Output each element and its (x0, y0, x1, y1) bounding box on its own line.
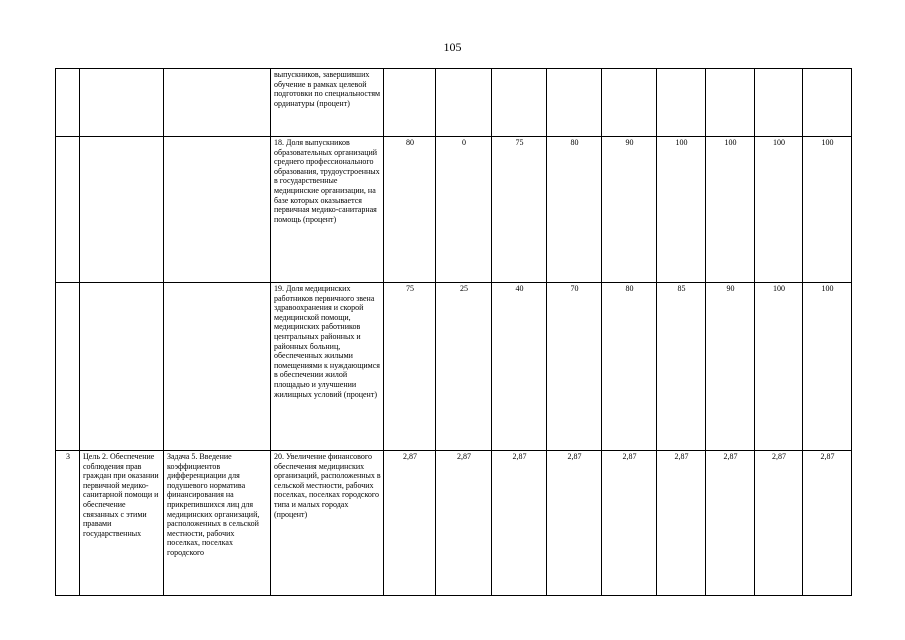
value-cell (755, 69, 803, 137)
value-cell: 100 (755, 137, 803, 283)
value-cell (706, 69, 755, 137)
value-cell: 2,87 (492, 451, 547, 596)
goal-cell (80, 69, 164, 137)
value-cell: 80 (547, 137, 602, 283)
value-cell: 0 (436, 137, 492, 283)
value-cell: 40 (492, 283, 547, 451)
value-cell: 90 (706, 283, 755, 451)
table-row (56, 283, 852, 451)
value-cell: 2,87 (384, 451, 436, 596)
value-cell (602, 69, 657, 137)
value-cell: 2,87 (436, 451, 492, 596)
value-cell: 2,87 (547, 451, 602, 596)
indicator-cell: 19. Доля медицинских работников первичного звена здравоохранения и скорой медицинской помощи, медицинских работников центральных районных и районных больниц, обеспеченных жилыми помещениями к нуждающимся в обеспечении жилой площадью и улучшении жилищных условий (процент) (271, 283, 384, 451)
goal-cell: Цель 2. Обеспечение соблюдения прав граждан при оказании первичной медико-санитарной помощи и обеспечение связанных с этими правами государственных (80, 451, 164, 596)
row-number-cell (56, 69, 80, 137)
value-cell (384, 69, 436, 137)
value-cell: 100 (657, 137, 706, 283)
value-cell: 100 (706, 137, 755, 283)
value-cell (547, 69, 602, 137)
table-row (56, 137, 852, 283)
table-row (56, 69, 852, 137)
value-cell: 2,87 (657, 451, 706, 596)
value-cell: 100 (755, 283, 803, 451)
value-cell: 85 (657, 283, 706, 451)
value-cell: 100 (803, 283, 852, 451)
task-cell (164, 137, 271, 283)
page-number: 105 (443, 40, 462, 54)
value-cell: 2,87 (602, 451, 657, 596)
indicators-table (55, 68, 852, 596)
value-cell: 25 (436, 283, 492, 451)
value-cell: 80 (602, 283, 657, 451)
value-cell: 75 (384, 283, 436, 451)
value-cell (657, 69, 706, 137)
value-cell: 2,87 (755, 451, 803, 596)
value-cell: 70 (547, 283, 602, 451)
value-cell: 2,87 (803, 451, 852, 596)
value-cell (803, 69, 852, 137)
value-cell: 90 (602, 137, 657, 283)
indicator-cell: 18. Доля выпускников образовательных организаций среднего профессионального образования, трудоустроенных в государственные медицинские организации, на базе которых оказывается первичная медико-санитарная помощь (процент) (271, 137, 384, 283)
value-cell: 75 (492, 137, 547, 283)
goal-cell (80, 283, 164, 451)
task-cell (164, 69, 271, 137)
indicator-cell: 20. Увеличение финансового обеспечения медицинских организаций, расположенных в сельской местности, рабочих поселках, поселках городского типа и малых городах (процент) (271, 451, 384, 596)
task-cell: Задача 5. Введение коэффициентов дифференциации для подушевого норматива финансирования на прикрепившихся лиц для медицинских организаций, расположенных в сельской местности, рабочих поселках, поселках городского (164, 451, 271, 596)
value-cell: 2,87 (706, 451, 755, 596)
value-cell (436, 69, 492, 137)
table-row (56, 451, 852, 596)
row-number-cell (56, 283, 80, 451)
value-cell: 80 (384, 137, 436, 283)
row-number-cell: 3 (56, 451, 80, 596)
goal-cell (80, 137, 164, 283)
value-cell: 100 (803, 137, 852, 283)
indicator-cell: выпускников, завершивших обучение в рамках целевой подготовки по специальностям ординатуры (процент) (271, 69, 384, 137)
task-cell (164, 283, 271, 451)
value-cell (492, 69, 547, 137)
row-number-cell (56, 137, 80, 283)
